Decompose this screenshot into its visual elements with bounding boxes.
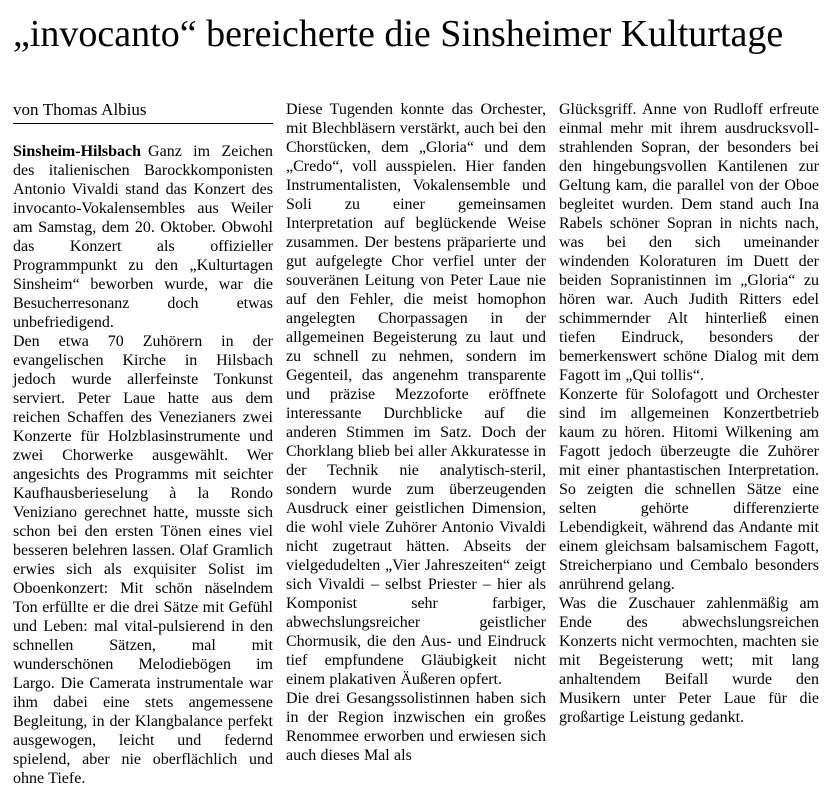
paragraph-text: Ganz im Zeichen des italienischen Barockkomponisten Antonio Vivaldi stand das Konzert des invocanto-Vokalensembles aus Weiler am Samstag, dem 20. Oktober. Obwohl das Konzert als offizieller Programmpunkt zu den „Kulturtagen Sinsheim“ beworben wurde, war die Besucherresonanz doch etwas unbefriedigend. [13,143,273,331]
paragraph: Konzerte für Solofagott und Orchester sind im allgemeinen Konzertbetrieb kaum zu hören. Hitomi Wilkening am Fagott jedoch überzeugte die Zuhörer mit einer phantastischen Interpretation. So zeigten die schnellen Sätze eine selten gehörte differenzierte Lebendigkeit, während das Andante mit einem gleichsam balsamischem Fagott, Streicherpiano und Cembalo besonders anrührend gelang. [559,386,819,593]
article-columns [13,100,819,788]
paragraph: Diese Tugenden konnte das Orchester, mit Blechbläsern verstärkt, auch bei den Chorstücken, dem „Gloria“ und dem „Credo“, voll ausspielen. Hier fanden Instrumentalisten, Vokalensemble und Soli zu einer gemeinsamen Interpretation auf beglückende Weise zusammen. Der bestens präparierte und gut aufgelegte Chor verfiel unter der souveränen Leitung von Peter Laue nie auf den Fehler, die meist homophon angelegten Chorpassagen in der allgemeinen Begeisterung zu laut und zu schnell zu nehmen, sondern im Gegenteil, das angenehm transparente und präzise Mezzoforte eröffnete interessante Durchblicke auf die anderen Stimmen im Satz. Doch der Chorklang blieb bei aller Akkuratesse in der Technik nie analytisch-steril, sondern wurde zum überzeugenden Ausdruck einer geistlichen Dimension, die wohl viele Zuhörer Antonio Vivaldi nicht zugetraut hätten. Abseits der vielgedudelten „Vier Jahreszeiten“ zeigt sich Vivaldi – selbst Priester – hier als Komponist sehr farbiger, abwechslungsreicher geistlicher Chormusik, die den Aus- und Eindruck tief empfundene Gläubigkeit nicht einem plakativen Äußeren opfert. [286,101,546,688]
article-column-2 [286,100,546,765]
byline [13,100,273,124]
headline: „invocanto“ bereicherte die Sinsheimer Kulturtage [13,13,784,55]
dateline: Sinsheim-Hilsbach [13,143,142,160]
article-column-3 [559,100,819,727]
paragraph: Glücksgriff. Anne von Rudloff erfreute einmal mehr mit ihrem ausdrucksvoll-strahlenden Sopran, der besonders bei den hingebungsvollen Kantilenen zur Geltung kam, die parallel von der Oboe begleitet wurden. Dem stand auch Ina Rabels schöner Sopran in nichts nach, was bei den sich umeinander windenden Koloraturen im Duett der beiden Sopranistinnen im „Gloria“ zu hören war. Auch Judith Ritters edel schimmernder Alt hinterließ einen tiefen Eindruck, besonders der bemerkenswert schöne Dialog mit dem Fagott im „Qui tollis“. [559,101,819,384]
paragraph-lead [13,142,273,332]
byline-text: von Thomas Albius [13,100,147,119]
paragraph: Den etwa 70 Zuhörern in der evangelischen Kirche in Hilsbach jedoch wurde allerfeinste Tonkunst serviert. Peter Laue hatte aus dem reichen Schaffen des Venezianers zwei Konzerte für Holzblasinstrumente und zwei Chorwerke ausgewählt. Wer angesichts des Programms mit seichter Kaufhausberieselung à la Rondo Veniziano gerechnet hatte, musste sich schon bei den ersten Tönen eines viel besseren belehren lassen. Olaf Gramlich erwies sich als exquisiter Solist im Oboenkonzert: Mit schön näselndem Ton erfüllte er die drei Sätze mit Gefühl und Leben: mal vital-pulsierend in den schnellen Sätzen, mal mit wunderschönen Melodiebögen im Largo. Die Camerata instrumentale war ihm dabei eine stets angemessene Begleitung, in der Klangbalance perfekt ausgewogen, leicht und federnd spielend, aber nie oberflächlich und ohne Tiefe. [13,333,273,787]
paragraph: Die drei Gesangssolistinnen haben sich in der Region inzwischen ein großes Renommee erworben und erwiesen sich auch dieses Mal als [286,690,546,764]
article-column-1 [13,100,273,788]
paragraph: Was die Zuschauer zahlenmäßig am Ende des abwechslungsreichen Konzerts nicht vermochten, machten sie mit Begeisterung wett; mit lang anhaltendem Beifall wurde den Musikern unter Peter Laue für die großartige Leistung gedankt. [559,595,819,726]
